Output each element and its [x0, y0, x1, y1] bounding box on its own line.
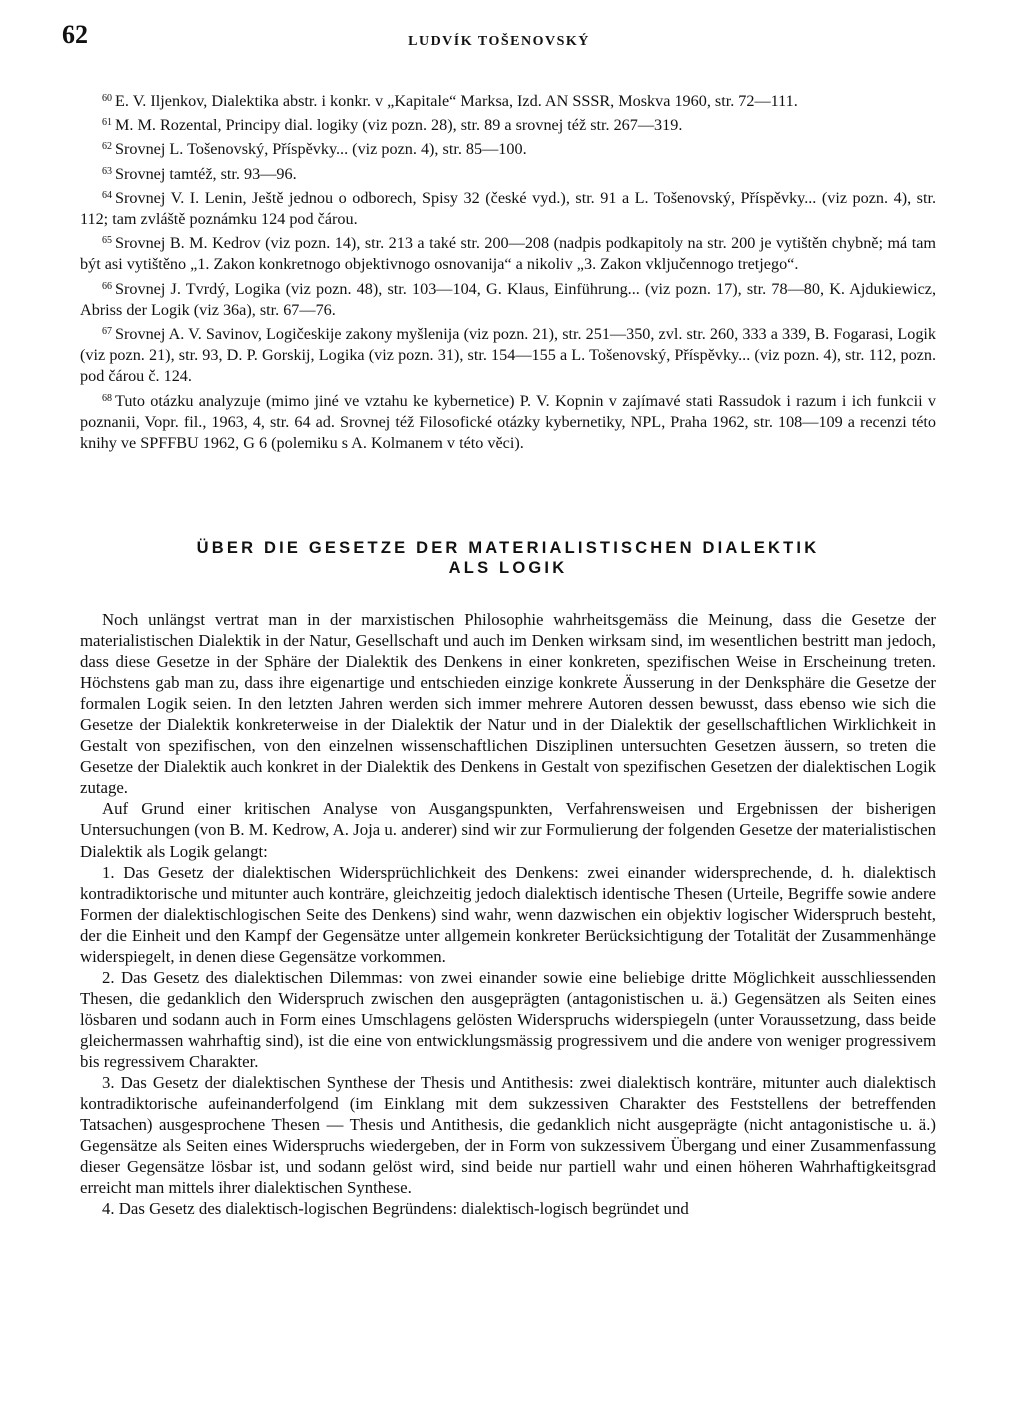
body-paragraph: Auf Grund einer kritischen Analyse von Ausgangspunkten, Verfahrensweisen und Ergebnissen der bisherigen Untersuchungen (von B. M. Kedrow, A. Joja u. anderer) sind wir zur Formulierung der folgenden Gesetze der materialistischen Dialektik als Logik gelangt: [80, 799, 936, 861]
article-title-line: ALS LOGIK [448, 559, 568, 577]
footnote-67 [80, 321, 936, 388]
footnote-63 [80, 161, 936, 185]
body-paragraph: 4. Das Gesetz des dialektisch-logischen Begründens: dialektisch-logisch begründet und [102, 1199, 689, 1219]
footnote-64 [80, 185, 936, 230]
running-head: LUDVÍK TOŠENOVSKÝ [408, 34, 590, 49]
footnote-number: 60 [102, 93, 112, 104]
footnote-text: E. V. Iljenkov, Dialektika abstr. i konkr. v „Kapitale“ Marksa, Izd. AN SSSR, Moskva 1960, str. 72—111. [115, 92, 798, 110]
footnote-62 [80, 136, 936, 160]
footnote-number: 62 [102, 141, 112, 153]
footnote-68 [80, 388, 936, 455]
article-title-line: ÜBER DIE GESETZE DER MATERIALISTISCHEN DIALEKTIK [196, 539, 820, 557]
footnote-number: 65 [102, 235, 112, 247]
article-title [80, 538, 936, 578]
footnote-number: 63 [102, 165, 112, 177]
footnote-text: Tuto otázku analyzuje (mimo jiné ve vztahu ke kybernetice) P. V. Kopnin v zajímavé stati Rassudok i razum i ich funkcii v poznanii, Vopr. fil., 1963, 4, str. 64 ad. Srovnej též Filosofické otázky kybernetiky, NPL, Praha 1962, str. 108—109 a recenzi této knihy ve SPFFBU 1962, G 6 (polemiku s A. Kolmanem v této věci). [80, 391, 936, 453]
footnote-number: 61 [102, 117, 112, 129]
page-header [62, 20, 936, 60]
footnote-text: M. M. Rozental, Principy dial. logiky (viz pozn. 28), str. 89 a srovnej též str. 267—319. [115, 116, 683, 135]
body-paragraph: 1. Das Gesetz der dialektischen Widersprüchlichkeit des Denkens: zwei einander widersprechende, d. h. dialektisch kontradiktorische und mitunter auch konträre, gleichzeitig jedoch dialektisch identische Thesen (Urteile, Begriffe sowie andere Formen der dialektischlogischen Seite des Denkens) sind wahr, wenn dazwischen ein objektiv logischer Widerspruch besteht, der die Einheit und den Kampf der Gegensätze unter allgemein konkreter Berücksichtigung der Totalität der Zusammenhänge widerspiegelt, in denen diese Gegensätze vorkommen. [80, 862, 936, 966]
footnote-61 [80, 112, 936, 136]
page-number: 62 [62, 20, 88, 49]
article-summary [80, 538, 936, 1219]
footnote-66 [80, 276, 936, 321]
body-paragraph: 3. Das Gesetz der dialektischen Synthese der Thesis und Antithesis: zwei dialektisch konträre, mitunter auch dialektisch kontradiktorische aufeinanderfolgend (im Einklang mit dem sukzessiven Charakter des Feststellens der betreffenden Tatsachen) ausgesprochene Thesen — Thesis und Antithesis, die gedanklich nicht ausgeprägte (nicht antagonistische u. ä.) Gegensätze als Seiten eines Widerspruchs wiedergeben, der in Form von sukzessivem Übergang und einer Zusammenfassung dieser Gegensätze lösbar ist, und sodann gelöst wird, sind beide nur partiell wahr und einen höheren Wahrhaftigkeitsgrad erreicht man mittels ihrer dialektischen Synthese. [80, 1073, 936, 1198]
footnote-text: Srovnej V. I. Lenin, Ještě jednou o odborech, Spisy 32 (české vyd.), str. 91 a L. Tošenovský, Příspěvky... (viz pozn. 4), str. 112; tam zvláště poznámku 124 pod čárou. [80, 188, 936, 229]
footnote-number: 66 [102, 280, 112, 292]
footnote-number: 64 [102, 189, 112, 201]
footnote-number: 67 [102, 326, 112, 338]
body-paragraph: 2. Das Gesetz des dialektischen Dilemmas: von zwei einander sowie eine beliebige dritte Möglichkeit ausschliessenden Thesen, die gedanklich den Widerspruch zwischen den ausgeprägten (antagonistischen u. ä.) Gegensätzen als Seiten eines lösbaren und sodann auch in Form eines Umschlagens gelösten Widerspruchs widerspiegeln (unter Voraussetzung, dass beide gleichermassen wahrhaftig sind), ist die eine von entwicklungsmässig progressivem und die andere von weniger progressivem bis regressivem Charakter. [80, 967, 936, 1071]
footnote-60 [80, 88, 936, 112]
footnotes-block [80, 88, 936, 454]
footnote-text: Srovnej J. Tvrdý, Logika (viz pozn. 48), str. 103—104, G. Klaus, Einführung... (viz pozn. 17), str. 78—80, K. Ajdukiewicz, Abriss der Logik (viz 36a), str. 67—76. [80, 279, 936, 319]
footnote-text: Srovnej B. M. Kedrov (viz pozn. 14), str. 213 a také str. 200—208 (nadpis podkapitoly na str. 200 je vytištěn chybně; má tam být asi vytištěno „1. Zakon konkretnogo objektivnogo osnovanija“ a nikoliv „3. Zakon vključennogo tretjego“. [80, 234, 936, 274]
footnote-65 [80, 230, 936, 275]
footnote-text: Srovnej L. Tošenovský, Příspěvky... (viz pozn. 4), str. 85—100. [115, 140, 527, 159]
footnote-text: Srovnej A. V. Savinov, Logičeskije zakony myšlenija (viz pozn. 21), str. 251—350, zvl. str. 260, 333 a 339, B. Fogarasi, Logik (viz pozn. 21), str. 93, D. P. Gorskij, Logika (viz pozn. 31), str. 154—155 a L. Tošenovský, Příspěvky... (viz pozn. 4), str. 112, pozn. pod čárou č. 124. [80, 325, 936, 386]
body-paragraph: Noch unlängst vertrat man in der marxistischen Philosophie wahrheitsgemäss die Meinung, dass die Gesetze der materialistischen Dialektik in der Natur, Gesellschaft und auch im Denken wirksam sind, im wesentlichen bestritt man jedoch, dass diese Gesetze in der Sphäre der Dialektik des Denkens in einer konkreten, spezifischen Weise in Erscheinung treten. Höchstens gab man zu, dass ihre eigenartige und entschieden einzige konkrete Äusserung in der Denksphäre die Gesetze der formalen Logik seien. In den letzten Jahren werden sich immer mehrere Autoren dessen bewusst, dass ebenso wie sich die Gesetze der Dialektik konkreterweise in der Dialektik der Natur und in der Dialektik der gesellschaftlichen Wirklichkeit in Gestalt von spezifischen, von den einzelnen wissenschaftlichen Disziplinen untersuchten Gesetzen äussern, so treten die Gesetze der Dialektik auch konkret in der Dialektik des Denkens in Gestalt von spezifischen Gesetzen der dialektischen Logik zutage. [80, 610, 936, 798]
footnote-number: 68 [102, 392, 112, 404]
footnote-text: Srovnej tamtéž, str. 93—96. [115, 164, 297, 183]
